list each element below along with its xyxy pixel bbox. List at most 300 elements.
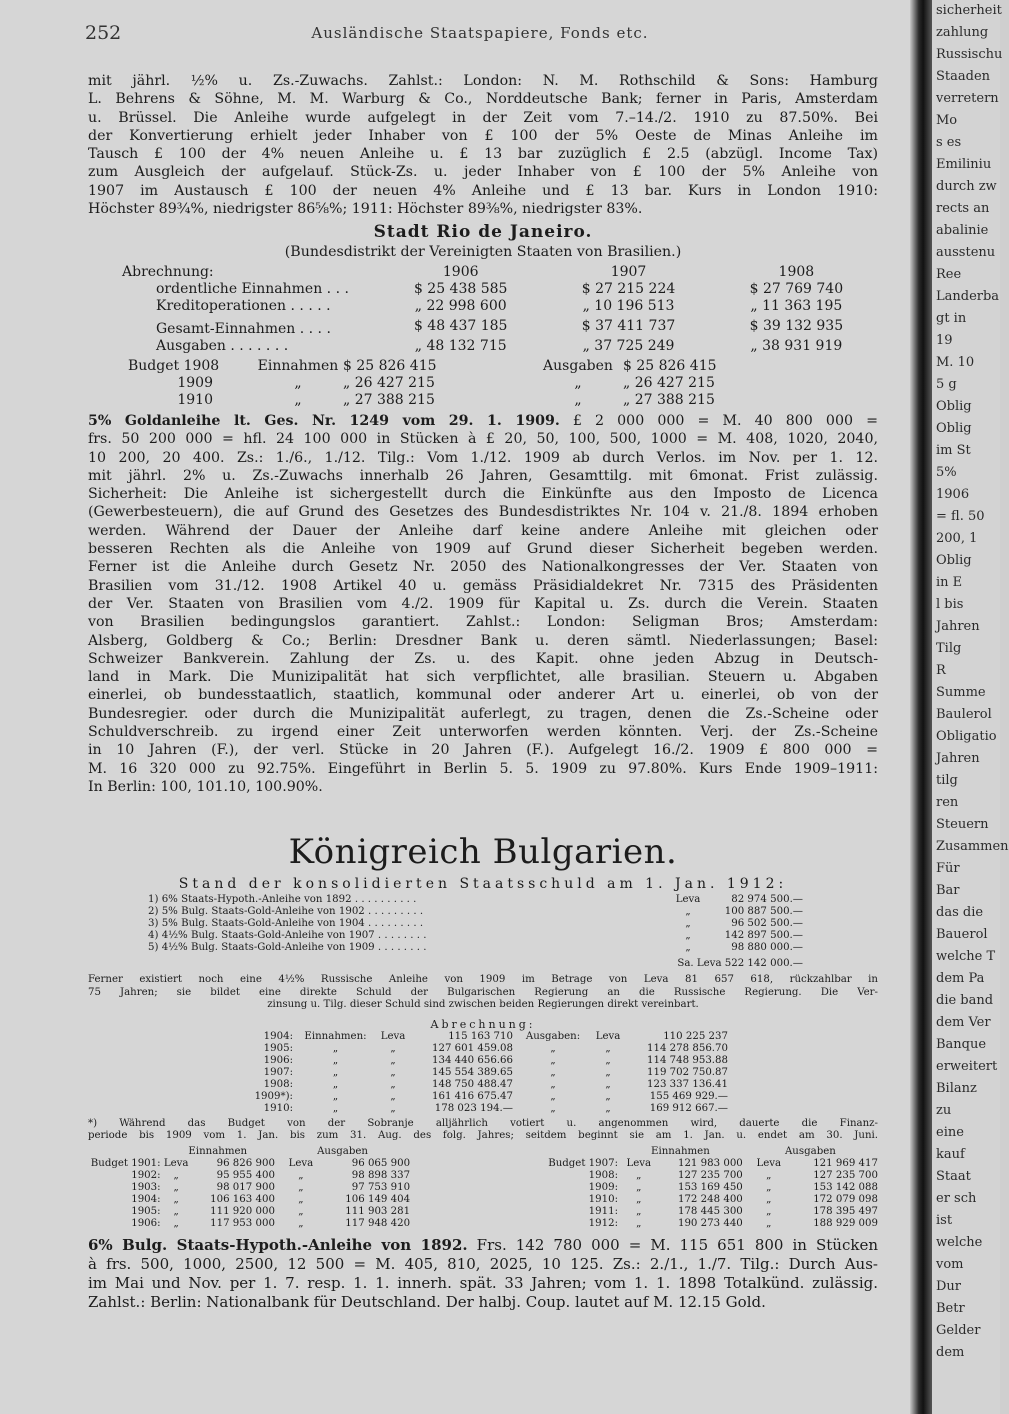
abrechnung-a-value: 110 225 237 xyxy=(663,1030,728,1042)
fragment-line: Staat xyxy=(936,1169,971,1184)
table-row xyxy=(88,392,717,409)
fragment-line: 5% xyxy=(936,465,957,480)
budget-e-value: 106 163 400 xyxy=(210,1193,275,1205)
fragment-line: Steuern xyxy=(936,817,989,832)
budget-e-value: 117 953 000 xyxy=(210,1217,275,1229)
adjacent-page-edge xyxy=(932,0,1009,1414)
abrechnung-a-value: 114 748 953.88 xyxy=(646,1054,728,1066)
book-gutter xyxy=(910,0,932,1414)
text-segment: Alsberg, Goldberg & Co.; Berlin: Dresdner Bank u. deren sämtl. Niederlassungen; Basel: xyxy=(88,632,878,649)
fragment-line: 5 g xyxy=(936,377,957,392)
fragment-line: dem xyxy=(936,1345,965,1360)
abrechnung-a-currency: Leva xyxy=(595,1030,621,1042)
text-line xyxy=(88,522,878,540)
budget-e-value: 127 235 700 xyxy=(677,1169,743,1181)
fragment-line: Bilanz xyxy=(936,1081,977,1096)
abrechnung-e-currency: „ xyxy=(390,1102,396,1114)
abrechnung-e-currency: „ xyxy=(390,1066,396,1078)
abrechnung-e-value: 127 601 459.08 xyxy=(431,1042,513,1054)
budget-year: 1905: xyxy=(131,1205,161,1217)
abrechnung-e-currency: „ xyxy=(390,1054,396,1066)
budget-a-value: 127 235 700 xyxy=(813,1169,878,1181)
loan-title: 5% Goldanleihe lt. Ges. Nr. 1249 vom 29. 1. 1909. xyxy=(88,413,560,429)
loan-title: 6% Bulg. Staats-Hypoth.-Anleihe von 1892. xyxy=(88,1235,468,1254)
fragment-line: 1906 xyxy=(936,487,970,502)
text-line xyxy=(88,632,878,650)
text-segment: 10 200, 20 400. Zs.: 1./6., 1./12. Tilg.: Vom 1./12. 1909 ab durch Verlos. im Nov. per 1. 12. xyxy=(88,449,878,466)
text-line xyxy=(88,1293,878,1312)
abrechnung-e-currency: Leva xyxy=(380,1030,406,1042)
abrechnung-year: 1904: xyxy=(263,1030,293,1042)
text-line: der Konvertierung erhielt jeder Inhaber von £ 100 der 5% Oeste de Minas Anleihe im xyxy=(88,127,878,144)
budget-e-currency: Leva xyxy=(626,1157,652,1169)
text-line: 75 Jahren; sie bildet eine direkte Schuld der Bulgarischen Regierung an die Russische Regierung. Die Ver- xyxy=(88,986,878,998)
budget-year: Budget 1901: xyxy=(90,1157,161,1169)
budget-e-currency: „ xyxy=(173,1193,179,1205)
budget-e-value: 121 983 000 xyxy=(677,1157,743,1169)
budget-a-currency: Leva xyxy=(288,1157,314,1169)
table-row xyxy=(238,1031,728,1043)
fragment-line: sicherheit xyxy=(936,3,1002,18)
abrechnung-e-label: „ xyxy=(332,1066,339,1078)
table-row xyxy=(148,906,803,918)
year-header: 1907 xyxy=(610,264,647,280)
debt-label: 4) 4½% Bulg. Staats-Gold-Anleihe von 1907 . . . . . . . . xyxy=(148,930,427,941)
fragment-line: Oblig xyxy=(936,553,972,568)
text-line xyxy=(88,686,878,704)
fragment-line: R xyxy=(936,663,946,678)
text-line: Höchster 89¾%, niedrigster 86⅝%; 1911: Höchster 89⅜%, niedrigster 83%. xyxy=(88,201,643,218)
fragment-line: vom xyxy=(936,1257,964,1272)
fragment-line: 200, 1 xyxy=(936,531,978,546)
abrechnung-year: 1906: xyxy=(263,1054,293,1066)
text-segment: Zahlst.: Berlin: Nationalbank für Deutschland. Der halbj. Coup. lautet auf M. 12.15 Gold. xyxy=(88,1292,766,1311)
fragment-line: Oblig xyxy=(936,421,972,436)
row-value: $ 27 215 224 xyxy=(581,281,676,297)
fragment-line: ist xyxy=(936,1213,953,1228)
text-segment: Schuldverschreib. zu irgend einer Zeit unterworfen werden könnten. Verj. der Zs.-Scheine xyxy=(88,724,878,741)
budget-a-value: 96 065 900 xyxy=(351,1157,411,1169)
text-line: Ferner existiert noch eine 4½% Russische Anleihe von 1909 im Betrage von Leva 81 657 618, rückzahlbar in xyxy=(88,974,878,985)
table-row xyxy=(148,930,803,942)
fragment-line: Jahren xyxy=(936,619,980,634)
table-row xyxy=(148,942,803,954)
budget-a-value: 153 142 088 xyxy=(813,1181,878,1193)
abrechnung-a-value: 119 702 750.87 xyxy=(646,1066,728,1078)
fragment-line: Gelder xyxy=(936,1323,981,1338)
abrechnung-a-currency: „ xyxy=(605,1054,611,1066)
text-line xyxy=(88,412,878,430)
finance-period-footnote xyxy=(88,1118,878,1143)
budget-a-label: „ xyxy=(574,392,582,408)
budget-col-ausgaben: Ausgaben xyxy=(784,1145,836,1157)
fragment-line: Russischu xyxy=(936,47,1003,62)
text-segment: im Mai und Nov. per 1. 7. resp. 1. 1. innerh. spät. 33 Jahren; vom 1. 1. 1898 Totalkünd. zulässig. xyxy=(88,1273,878,1292)
abrechnung-heading: Abrechnung: xyxy=(430,1017,536,1031)
abrechnung-year: 1910: xyxy=(263,1102,293,1114)
fragment-line: Summe xyxy=(936,685,986,700)
text-segment: besseren Rechten als die Anleihe von 1909 auf Grund dieser Sicherheit begeben werden. xyxy=(88,541,878,558)
budget-a-currency: „ xyxy=(766,1169,772,1181)
table-row xyxy=(88,1194,878,1206)
budget-a-value: 97 753 910 xyxy=(351,1181,411,1193)
abrechnung-e-value: 148 750 488.47 xyxy=(431,1078,513,1090)
debt-label: 1) 6% Staats-Hypoth.-Anleihe von 1892 . . . . . . . . . . xyxy=(148,894,417,905)
abrechnung-a-label: „ xyxy=(550,1066,556,1078)
text-segment: Sicherheit: Die Anleihe ist sichergestellt durch die Einkünfte aus den Imposto de Licenca xyxy=(88,486,878,503)
table-row xyxy=(88,1170,878,1182)
fragment-line: erweitert xyxy=(936,1059,998,1074)
budget-year: 1908: xyxy=(588,1169,619,1181)
fragment-line: Mo xyxy=(936,113,958,128)
fragment-line: Oblig xyxy=(936,399,972,414)
budget-year: 1911: xyxy=(588,1205,619,1217)
abrechnung-e-currency: „ xyxy=(390,1042,396,1054)
budget-a-currency: „ xyxy=(766,1205,772,1217)
table-row xyxy=(148,894,803,906)
abrechnung-year: 1907: xyxy=(263,1066,293,1078)
text-segment: in 10 Jahren (F.), der verl. Stücke in 20 Jahren (F.). Aufgelegt 16./2. 1909 £ 800 000 = xyxy=(88,742,878,759)
fragment-line: Betr xyxy=(936,1301,965,1316)
abrechnung-e-label: Einnahmen: xyxy=(304,1030,367,1042)
year-header: 1908 xyxy=(778,264,815,280)
abrechnung-e-label: „ xyxy=(332,1042,339,1054)
row-value: „ 22 998 600 xyxy=(414,298,507,314)
text-line: 1907 im Austausch £ 100 der neuen 4% Anleihe und £ 13 bar. Kurs in London 1910: xyxy=(88,182,878,199)
table-row xyxy=(88,281,878,298)
budget-year: 1906: xyxy=(131,1217,161,1229)
bulgaria-abrechnung-table xyxy=(238,1031,728,1115)
abrechnung-a-currency: „ xyxy=(605,1066,611,1078)
budget-year: 1910: xyxy=(588,1193,619,1205)
abrechnung-e-value: 178 023 194.— xyxy=(434,1102,513,1114)
fragment-line: rects an xyxy=(936,201,990,216)
fragment-line: Baulerol xyxy=(936,707,992,722)
abrechnung-a-value: 155 469 929.— xyxy=(649,1090,728,1102)
row-value: „ 37 725 249 xyxy=(582,338,675,354)
table-row xyxy=(88,1182,878,1194)
text-line xyxy=(88,613,878,631)
budget-e-value: 98 017 900 xyxy=(216,1181,275,1193)
abrechnung-year: 1905: xyxy=(263,1042,293,1054)
text-line xyxy=(88,430,878,448)
debt-label: 2) 5% Bulg. Staats-Gold-Anleihe von 1902 . . . . . . . . . xyxy=(148,906,424,917)
text-line xyxy=(88,449,878,467)
debt-amount: 96 502 500.— xyxy=(731,918,803,929)
abrechnung-e-label: „ xyxy=(332,1078,339,1090)
row-value: „ 11 363 195 xyxy=(750,298,843,314)
budget-e-currency: „ xyxy=(636,1205,642,1217)
text-line xyxy=(88,1255,878,1274)
debt-table xyxy=(148,894,803,970)
text-line xyxy=(88,577,878,595)
text-line xyxy=(88,485,878,503)
row-label: Ausgaben . . . . . . . xyxy=(156,338,289,354)
fragment-line: M. 10 xyxy=(936,355,975,370)
text-line xyxy=(88,467,878,485)
abrechnung-a-currency: „ xyxy=(605,1042,611,1054)
text-segment: à frs. 500, 1000, 2500, 12 500 = M. 405, 810, 2025, 10 125. Zs.: 2./1., 1./7. Tilg.: Durch Aus- xyxy=(88,1254,878,1273)
budget-col-einnahmen: Einnahmen xyxy=(188,1145,248,1157)
text-line: zinsung u. Tilg. dieser Schuld sind zwischen beiden Regierungen direkt vereinbart. xyxy=(267,999,699,1010)
text-line: L. Behrens & Söhne, M. M. Warburg & Co., Norddeutsche Bank; ferner in Paris, Amsterdam xyxy=(88,91,878,108)
abrechnung-year: 1908: xyxy=(263,1078,293,1090)
budget-year: 1904: xyxy=(131,1193,161,1205)
abrechnung-a-label: „ xyxy=(550,1102,556,1114)
table-row xyxy=(88,1218,878,1230)
table-row xyxy=(238,1079,728,1091)
abrechnung-e-value: 161 416 675.47 xyxy=(431,1090,513,1102)
budget-a-value: 106 149 404 xyxy=(345,1193,411,1205)
fragment-line: die band xyxy=(936,993,994,1008)
abrechnung-e-currency: „ xyxy=(390,1078,396,1090)
budget-e-currency: Leva xyxy=(163,1157,189,1169)
debt-amount: 98 880 000.— xyxy=(731,942,803,953)
debt-currency: Leva xyxy=(675,894,701,905)
fragment-line: Tilg xyxy=(936,641,962,656)
fragment-line: ausstenu xyxy=(936,245,996,260)
text-line: zum Ausgleich der aufgelauf. Stück-Zs. u. jeder Inhaber von £ 100 der 5% Anleihe von xyxy=(88,164,878,181)
rio-abrechnung-table xyxy=(88,264,878,355)
fragment-line: abalinie xyxy=(936,223,989,238)
table-row xyxy=(238,1091,728,1103)
budget-e-currency: „ xyxy=(173,1217,179,1229)
text-segment: In Berlin: 100, 101.10, 100.90%. xyxy=(88,778,323,795)
fragment-line: welche T xyxy=(936,949,996,964)
text-line xyxy=(88,705,878,723)
text-segment: Ferner ist die Anleihe durch Gesetz Nr. 2050 des Nationalkongresses der Ver. Staaten von xyxy=(88,559,878,576)
text-segment: frs. 50 200 000 = hfl. 24 100 000 in Stücken à £ 20, 50, 100, 500, 1000 = M. 408, 1020, 2040, xyxy=(88,431,878,448)
table-row xyxy=(88,1206,878,1218)
budget-e-value: $ 25 826 415 xyxy=(343,358,437,374)
text-segment: einerlei, ob bundesstaatlich, staatlich, kommunal oder anderer Art u. einerlei, ob von der xyxy=(88,687,878,704)
text-line: Tausch £ 100 der 4% neuen Anleihe u. £ 13 bar zuzüglich £ 2.5 (abzügl. Income Tax) xyxy=(88,146,878,163)
budget-a-currency: „ xyxy=(298,1169,304,1181)
bulgaria-budget-table xyxy=(88,1146,878,1230)
year-header: 1906 xyxy=(442,264,479,280)
budget-a-currency: „ xyxy=(766,1217,772,1229)
page-number: 252 xyxy=(85,22,122,44)
budget-year: Budget 1908 xyxy=(128,358,220,374)
fragment-line: das die xyxy=(936,905,984,920)
fragment-line: s es xyxy=(936,135,962,150)
budget-a-value: 188 929 009 xyxy=(813,1217,878,1229)
budget-a-currency: „ xyxy=(766,1181,772,1193)
running-header xyxy=(85,20,875,46)
abrechnung-a-label: Ausgaben: xyxy=(525,1030,581,1042)
budget-a-label: Ausgaben xyxy=(543,358,613,374)
text-segment: Bundesregier. oder durch die Munizipalität auferlegt, zu tragen, denen die Zs.-Scheine oder xyxy=(88,705,878,722)
budget-e-currency: „ xyxy=(636,1217,642,1229)
table-row xyxy=(88,315,878,338)
row-value: „ 38 931 919 xyxy=(750,338,843,354)
text-line xyxy=(88,558,878,576)
budget-col-ausgaben: Ausgaben xyxy=(317,1145,368,1157)
fragment-line: er sch xyxy=(936,1191,977,1206)
table-row xyxy=(238,1043,728,1055)
budget-e-value: 190 273 440 xyxy=(677,1217,743,1229)
table-row xyxy=(88,338,878,355)
fragment-line: Ree xyxy=(936,267,962,282)
abrechnung-e-value: 134 440 656.66 xyxy=(431,1054,513,1066)
budget-e-value: „ 26 427 215 xyxy=(343,375,435,391)
table-row xyxy=(238,1067,728,1079)
text-segment: der Ver. Staaten von Brasilien vom 4./2. 1909 für Kapital u. Zs. durch die Verein. Staaten xyxy=(88,595,878,612)
debt-label: 5) 4½% Bulg. Staats-Gold-Anleihe von 1909 . . . . . . . . xyxy=(148,942,427,953)
fragment-line: Dur xyxy=(936,1279,962,1294)
table-row xyxy=(88,1158,878,1170)
budget-a-label: „ xyxy=(574,375,582,391)
text-line: mit jährl. ½% u. Zs.-Zuwachs. Zahlst.: London: N. M. Rothschild & Sons: Hamburg xyxy=(88,73,878,89)
budget-year: 1912: xyxy=(588,1217,619,1229)
budget-e-value: „ 27 388 215 xyxy=(343,392,435,408)
abrechnung-a-value: 123 337 136.41 xyxy=(646,1078,728,1090)
row-value: $ 39 132 935 xyxy=(749,318,844,334)
budget-e-currency: „ xyxy=(636,1169,642,1181)
table-row xyxy=(238,1055,728,1067)
fragment-line: l bis xyxy=(936,597,964,612)
budget-e-value: 172 248 400 xyxy=(677,1193,743,1205)
fragment-line: in E xyxy=(936,575,963,590)
text-line xyxy=(88,1274,878,1293)
fragment-line: Zusammen xyxy=(936,839,1009,854)
fragment-line: zahlung xyxy=(936,25,989,40)
fragment-line: kauf xyxy=(936,1147,965,1162)
budget-e-value: 95 955 400 xyxy=(216,1169,275,1181)
table-row xyxy=(88,358,717,375)
fragment-line: durch zw xyxy=(936,179,997,194)
text-line: *) Während das Budget von der Sobranje alljährlich votiert u. angenommen wird, dauerte die Finanz- xyxy=(88,1117,878,1129)
abrechnung-e-label: „ xyxy=(332,1054,339,1066)
abrechnung-e-label: „ xyxy=(332,1090,339,1102)
row-value: $ 37 411 737 xyxy=(581,318,676,334)
row-value: $ 27 769 740 xyxy=(749,281,844,297)
fragment-line: Landerba xyxy=(936,289,1000,304)
text-segment: land in Mark. Die Munizipalität hat sich verpflichtet, alle brasilian. Steuern u. Abgaben xyxy=(88,669,878,686)
debt-amount: 82 974 500.— xyxy=(731,894,803,905)
abrechnung-a-value: 169 912 667.— xyxy=(649,1102,728,1114)
abrechnung-a-currency: „ xyxy=(605,1078,611,1090)
text-line: u. Brüssel. Die Anleihe wurde aufgelegt in der Zeit vom 7.–14./2. 1910 zu 87.50%. Bei xyxy=(88,109,878,126)
abrechnung-a-label: „ xyxy=(550,1054,556,1066)
text-segment: werden. Während der Dauer der Anleihe darf keine andere Anleihe mit gleichen oder xyxy=(88,522,878,539)
table-row xyxy=(88,298,878,315)
budget-a-value: $ 25 826 415 xyxy=(623,358,717,374)
section-title-bulgaria: Königreich Bulgarien. xyxy=(288,832,678,872)
budget-year: Budget 1907: xyxy=(548,1157,619,1169)
budget-e-label: Einnahmen xyxy=(257,358,339,374)
budget-e-label: „ xyxy=(294,392,302,408)
table-row xyxy=(238,1103,728,1115)
budget-a-value: 111 903 281 xyxy=(345,1205,411,1217)
rio-budget-table xyxy=(88,358,717,409)
table-row xyxy=(88,375,717,392)
abrechnung-a-currency: „ xyxy=(605,1090,611,1102)
budget-year: 1909 xyxy=(177,375,213,391)
text-segment: M. 16 320 000 zu 92.75%. Eingeführt in Berlin 5. 5. 1909 zu 97.80%. Kurs Ende 1909–1911: xyxy=(88,760,878,777)
budget-a-currency: „ xyxy=(298,1181,304,1193)
text-line xyxy=(88,760,878,778)
debt-label: 3) 5% Bulg. Staats-Gold-Anleihe von 1904 . . . . . . . . . xyxy=(148,918,424,929)
abrechnung-year: 1909*): xyxy=(254,1090,293,1102)
debt-amount: 142 897 500.— xyxy=(724,930,803,941)
budget-year: 1902: xyxy=(131,1169,161,1181)
budget-a-currency: „ xyxy=(298,1217,304,1229)
budget-e-currency: „ xyxy=(636,1181,642,1193)
row-value: $ 25 438 585 xyxy=(413,281,508,297)
debt-currency: „ xyxy=(685,918,691,929)
hypoth-loan-paragraph xyxy=(88,1236,878,1312)
budget-year: 1910 xyxy=(177,392,213,408)
fragment-line: tilg xyxy=(936,773,958,788)
fragment-line: Obligatio xyxy=(936,729,997,744)
fragment-line: Emiliniu xyxy=(936,157,992,172)
text-segment: von Brasilien bedingungslos garantiert. Zahlst.: London: Seligman Bros; Amsterdam: xyxy=(88,614,878,631)
debt-total: Sa. Leva 522 142 000.— xyxy=(677,958,803,969)
budget-a-value: 98 898 337 xyxy=(351,1169,411,1181)
abrechnung-e-currency: „ xyxy=(390,1090,396,1102)
intro-paragraph xyxy=(88,72,878,218)
fragment-line: Jahren xyxy=(936,751,980,766)
russian-loan-note xyxy=(88,974,878,1012)
section-bulgaria xyxy=(88,832,878,1312)
text-segment: £ 2 000 000 = M. 40 800 000 = xyxy=(559,413,878,429)
rio-loan-paragraph xyxy=(88,412,878,796)
fragment-line: Bar xyxy=(936,883,960,898)
budget-e-label: „ xyxy=(294,375,302,391)
fragment-line: gt in xyxy=(936,311,967,326)
text-line xyxy=(88,723,878,741)
table-row xyxy=(148,918,803,930)
text-segment: (Gewerbesteuern), die auf Grund des Gesetzes des Bundesdistriktes Nr. 104 v. 21./8. 1894 erhoben xyxy=(88,504,878,521)
section-title-rio: Stadt Rio de Janeiro. xyxy=(373,222,593,242)
fragment-line: zu xyxy=(936,1103,952,1118)
abrechnung-a-value: 114 278 856.70 xyxy=(646,1042,728,1054)
row-value: $ 48 437 185 xyxy=(413,318,508,334)
abrechnung-e-label: „ xyxy=(332,1102,339,1114)
fragment-line: welche xyxy=(936,1235,983,1250)
text-line xyxy=(88,668,878,686)
text-line xyxy=(88,778,878,796)
debt-currency: „ xyxy=(685,930,691,941)
abrechnung-a-label: „ xyxy=(550,1042,556,1054)
fragment-line: = fl. 50 xyxy=(936,509,985,524)
abrechnung-e-value: 115 163 710 xyxy=(448,1030,513,1042)
budget-e-value: 153 169 450 xyxy=(677,1181,743,1193)
budget-a-value: 117 948 420 xyxy=(345,1217,411,1229)
abrechnung-a-label: „ xyxy=(550,1090,556,1102)
budget-a-value: 172 079 098 xyxy=(813,1193,878,1205)
text-line xyxy=(88,650,878,668)
fragment-line: ren xyxy=(936,795,959,810)
budget-a-value: „ 27 388 215 xyxy=(623,392,715,408)
running-title: Ausländische Staatspapiere, Fonds etc. xyxy=(311,24,649,42)
fragment-line: dem Pa xyxy=(936,971,985,986)
text-line: periode bis 1909 vom 1. Jan. bis zum 31. Aug. des folg. Jahres; seitdem beginnt sie am 1. Jan. u. endet am 30. Juni. xyxy=(88,1130,878,1141)
budget-e-currency: „ xyxy=(173,1205,179,1217)
row-label: ordentliche Einnahmen . . . xyxy=(156,281,349,297)
row-value: „ 48 132 715 xyxy=(414,338,507,354)
section-rio xyxy=(88,218,878,796)
budget-e-value: 96 826 900 xyxy=(216,1157,275,1169)
budget-a-value: 121 969 417 xyxy=(813,1157,878,1169)
fragment-line: im St xyxy=(936,443,971,458)
text-segment: Brasilien vom 31./12. 1908 Artikel 40 u. gemäss Präsidialdekret Nr. 7315 des Präsidenten xyxy=(88,577,878,594)
budget-e-currency: „ xyxy=(173,1181,179,1193)
fragment-line: Staaden xyxy=(936,69,991,84)
debt-currency: „ xyxy=(685,906,691,917)
budget-a-currency: „ xyxy=(298,1193,304,1205)
